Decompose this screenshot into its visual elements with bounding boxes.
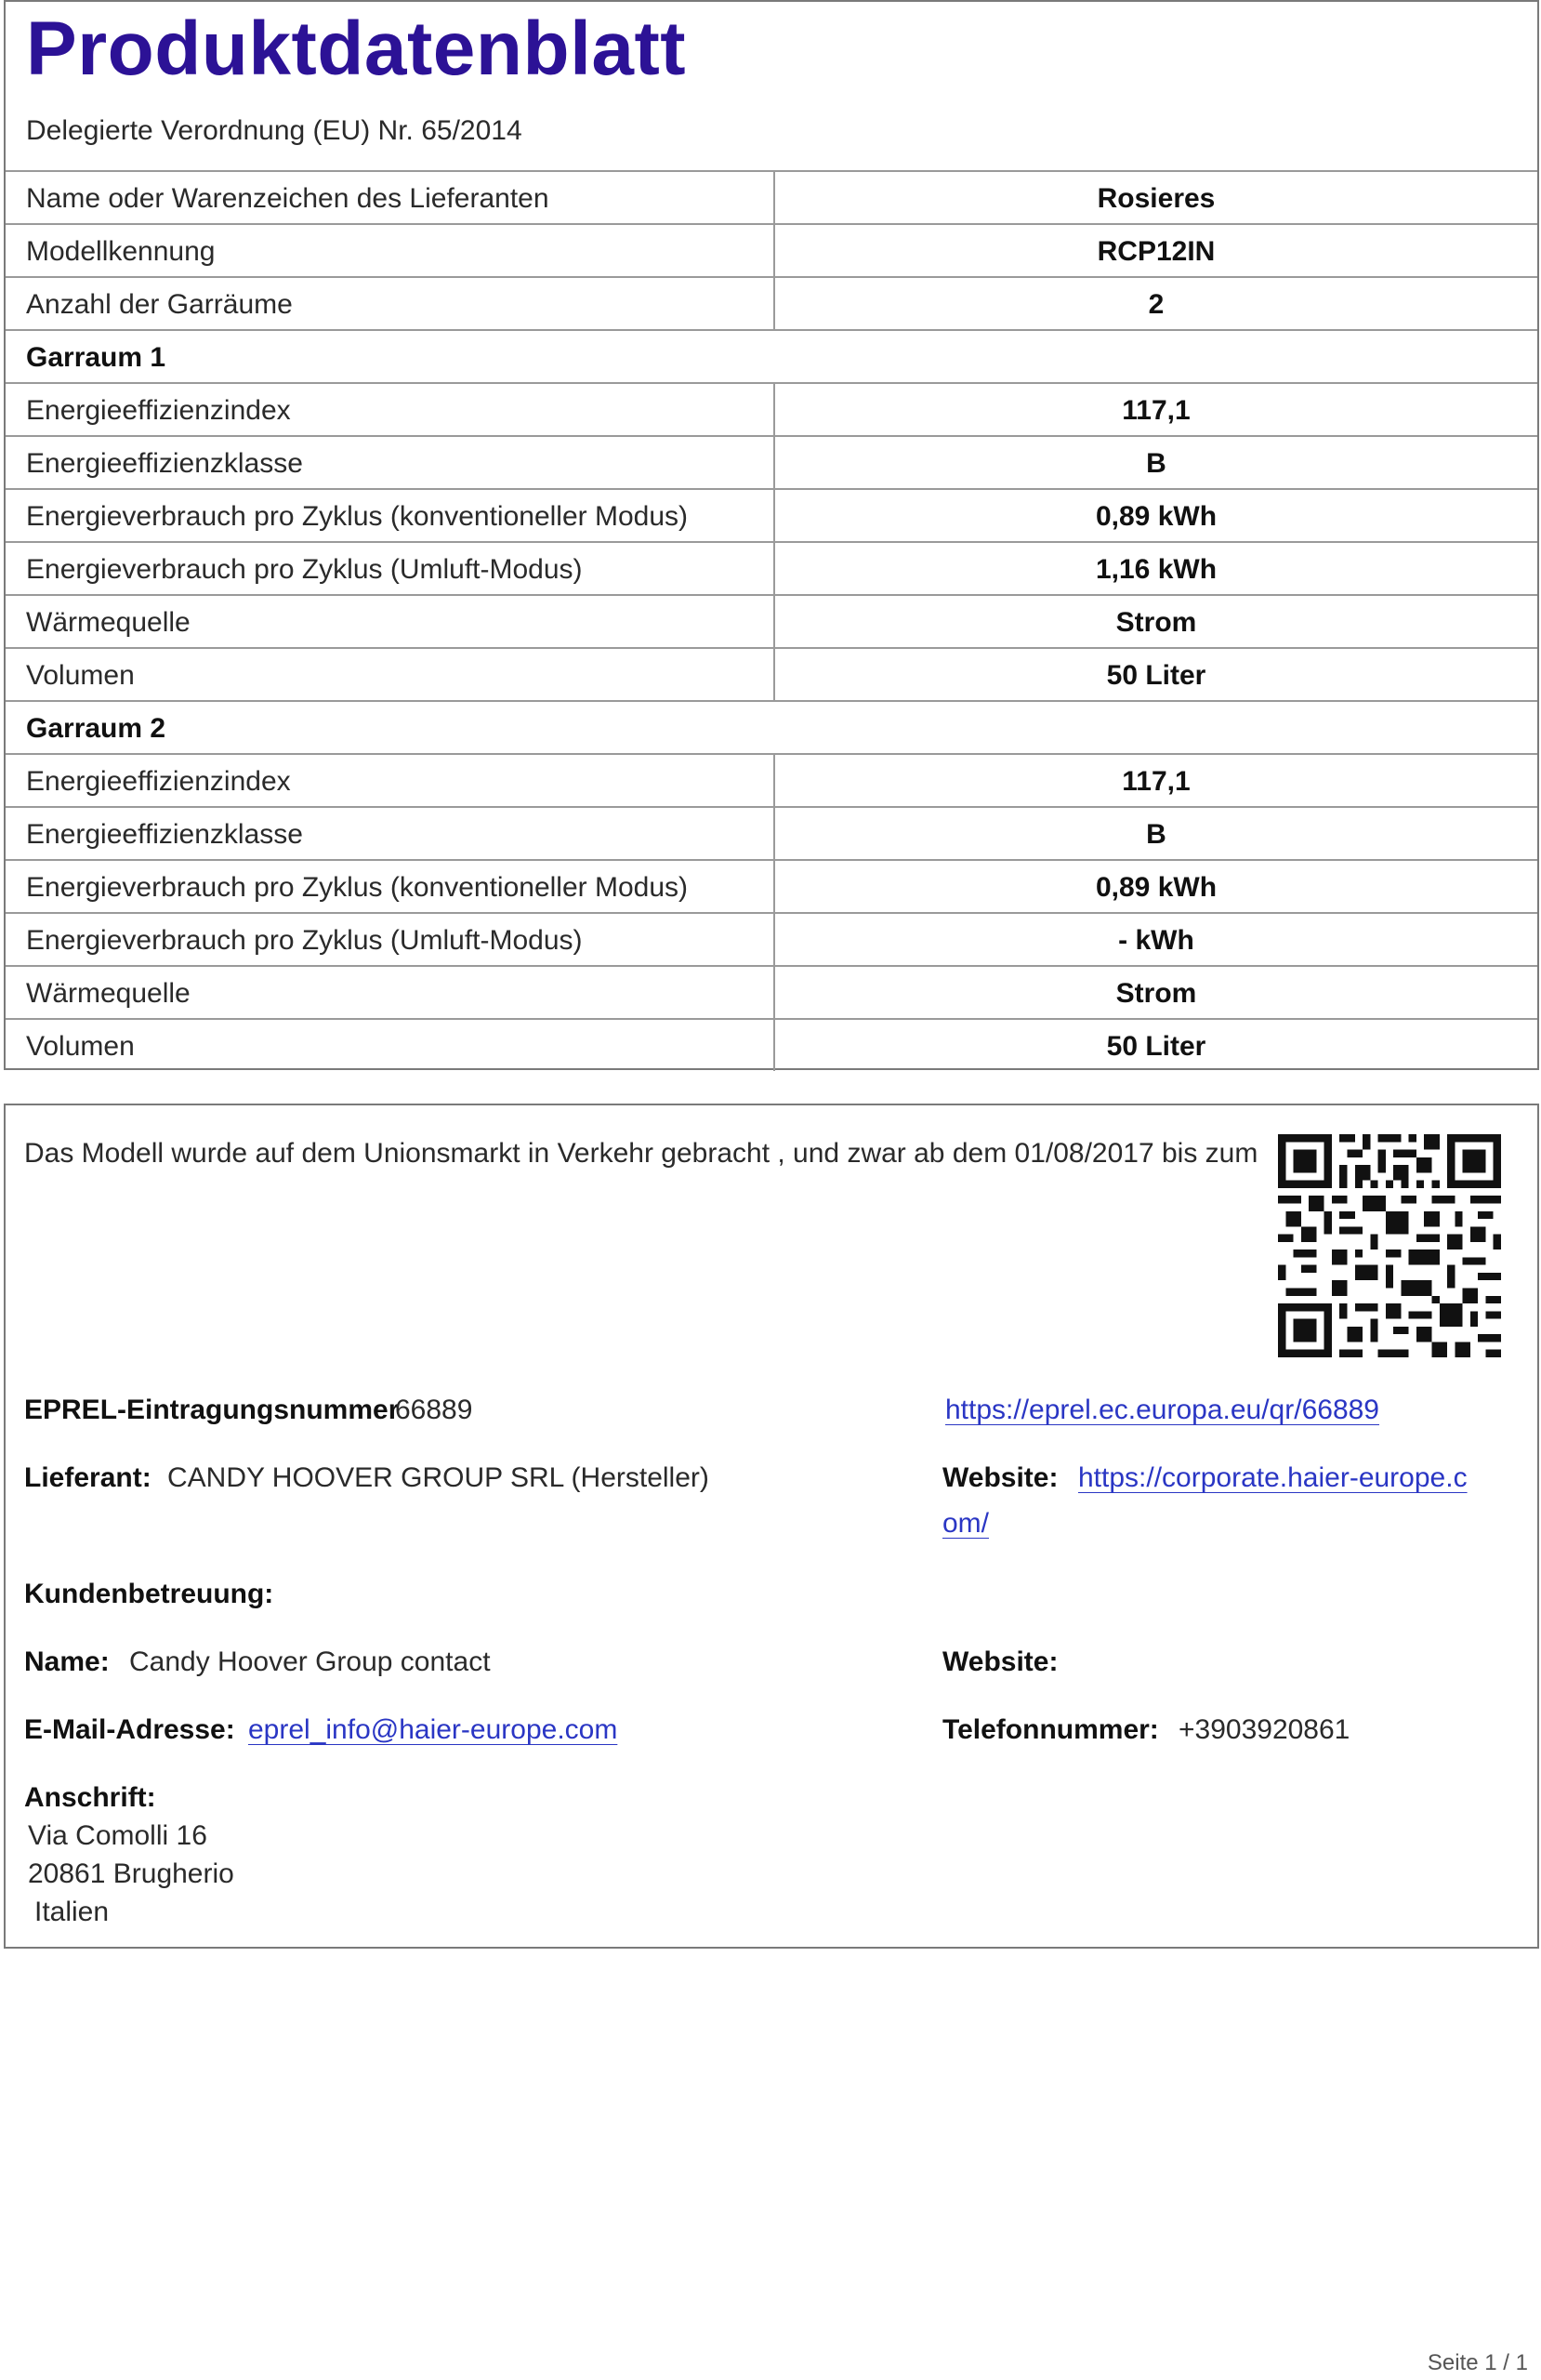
customer-service-heading: Kundenbetreuung: [24, 1579, 274, 1609]
address-country: Italien [34, 1897, 110, 1927]
table-row [6, 649, 1537, 702]
qr-code-icon [1278, 1134, 1501, 1357]
row-label: Wärmequelle [26, 978, 191, 1009]
address-city: 20861 Brugherio [28, 1858, 234, 1889]
row-value: Rosieres [1097, 183, 1216, 214]
section-heading: Garraum 2 [26, 713, 166, 744]
table-row [6, 1020, 1537, 1073]
row-label: Energieeffizienzindex [26, 395, 291, 426]
row-value: Strom [1115, 978, 1197, 1009]
section-heading: Garraum 1 [26, 342, 166, 373]
row-label: Volumen [26, 1031, 135, 1062]
row-label: Name oder Warenzeichen des Lieferanten [26, 183, 549, 214]
contact-website-label: Website: [942, 1646, 1059, 1677]
row-label: Energieverbrauch pro Zyklus (konventioneller Modus) [26, 501, 689, 532]
row-value: Strom [1115, 607, 1197, 638]
row-value: 0,89 kWh [1095, 872, 1218, 903]
table-row [6, 596, 1537, 649]
table-row [6, 861, 1537, 914]
table-row [6, 490, 1537, 543]
table-row [6, 755, 1537, 808]
row-value: 0,89 kWh [1095, 501, 1218, 532]
supplier-name: CANDY HOOVER GROUP SRL (Hersteller) [167, 1462, 709, 1493]
table-row [6, 278, 1537, 331]
eprel-label: EPREL-Eintragungsnummer [24, 1395, 400, 1425]
row-value: - kWh [1118, 925, 1194, 956]
page-number: Seite 1 / 1 [1427, 2350, 1528, 2375]
row-label: Energieeffizienzklasse [26, 819, 303, 850]
supplier-website-link-continued[interactable]: om/ [942, 1508, 990, 1539]
email-link[interactable]: eprel_info@haier-europe.com [248, 1714, 618, 1745]
supplier-label: Lieferant: [24, 1462, 151, 1493]
row-label: Energieeffizienzklasse [26, 448, 303, 479]
row-value: 117,1 [1122, 395, 1191, 426]
phone-label: Telefonnummer: [942, 1714, 1159, 1745]
row-value: 50 Liter [1106, 660, 1206, 691]
page-title: Produktdatenblatt [26, 7, 687, 91]
supplier-website-link[interactable]: https://corporate.haier-europe.c [1078, 1462, 1468, 1493]
row-value: B [1146, 819, 1166, 850]
supplier-website-label: Website: [942, 1462, 1059, 1493]
row-value: B [1146, 448, 1166, 479]
row-value: 117,1 [1122, 766, 1191, 797]
table-row [6, 225, 1537, 278]
product-data-table [4, 0, 1539, 1070]
market-availability-text: Das Modell wurde auf dem Unionsmarkt in Verkehr gebracht , und zwar ab dem 01/08/2017 bis zum [24, 1138, 1258, 1169]
row-label: Energieverbrauch pro Zyklus (konventioneller Modus) [26, 872, 689, 903]
row-value: 2 [1148, 289, 1165, 320]
row-label: Anzahl der Garräume [26, 289, 293, 320]
table-row [6, 437, 1537, 490]
table-row [6, 967, 1537, 1020]
row-label: Energieeffizienzindex [26, 766, 291, 797]
table-row [6, 543, 1537, 596]
section-heading-row [6, 331, 1537, 384]
eprel-number: 66889 [395, 1395, 473, 1425]
row-label: Wärmequelle [26, 607, 191, 638]
row-value: RCP12IN [1097, 236, 1216, 267]
row-label: Modellkennung [26, 236, 216, 267]
row-label: Volumen [26, 660, 135, 691]
regulation-reference: Delegierte Verordnung (EU) Nr. 65/2014 [26, 115, 522, 146]
row-label: Energieverbrauch pro Zyklus (Umluft-Modus) [26, 554, 583, 585]
row-value: 50 Liter [1106, 1031, 1206, 1062]
table-row [6, 808, 1537, 861]
address-street: Via Comolli 16 [28, 1820, 207, 1851]
section-heading-row [6, 702, 1537, 755]
contact-name: Candy Hoover Group contact [129, 1646, 491, 1677]
address-label: Anschrift: [24, 1782, 156, 1813]
row-value: 1,16 kWh [1095, 554, 1218, 585]
contact-name-label: Name: [24, 1646, 110, 1677]
row-label: Energieverbrauch pro Zyklus (Umluft-Modus) [26, 925, 583, 956]
phone-number: +3903920861 [1179, 1714, 1350, 1745]
table-row [6, 172, 1537, 225]
eprel-link[interactable]: https://eprel.ec.europa.eu/qr/66889 [945, 1395, 1379, 1425]
table-row [6, 914, 1537, 967]
table-row [6, 384, 1537, 437]
email-label: E-Mail-Adresse: [24, 1714, 235, 1745]
